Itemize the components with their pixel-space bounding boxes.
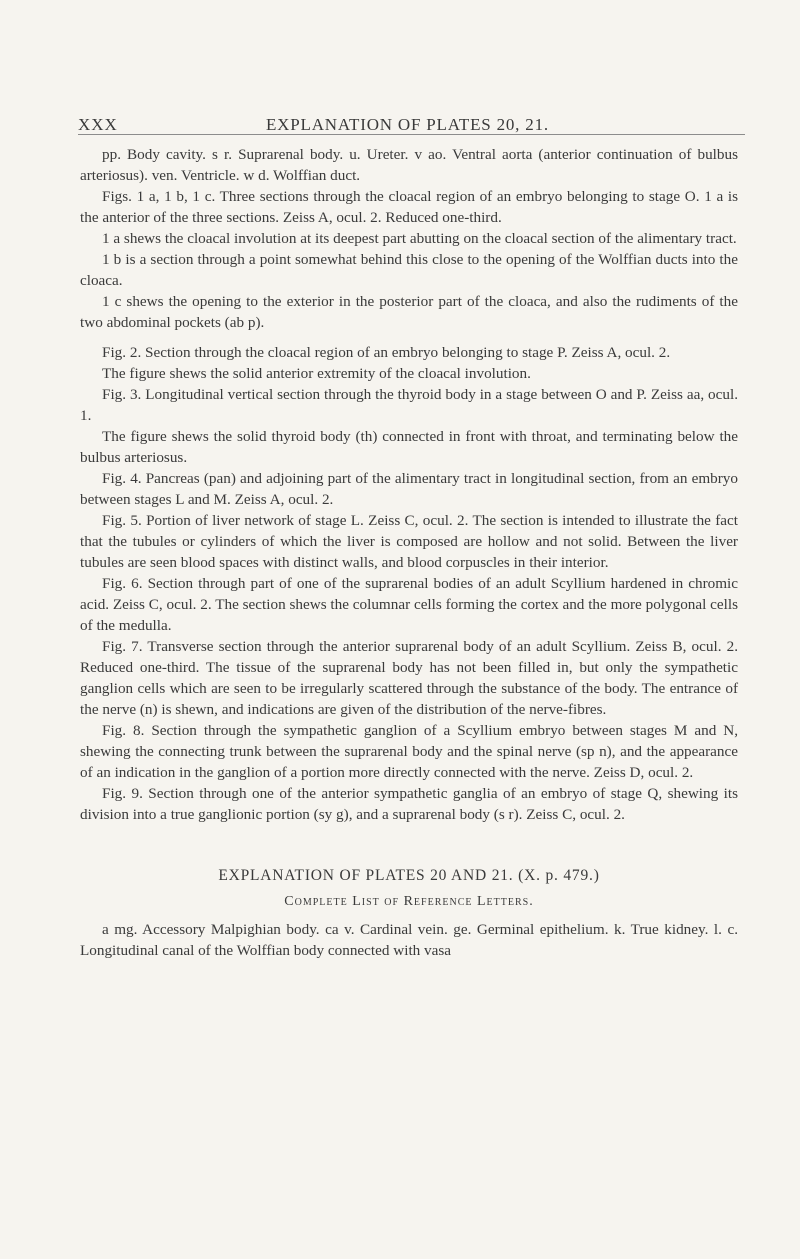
paragraph-reference-letters-continued: pp. Body cavity. s r. Suprarenal body. u. Ureter. v ao. Ventral aorta (anterior continuation of bulbus arteriosus). ven. Ventricle. w d. Wolffian duct. bbox=[80, 146, 738, 184]
plate-explanation-text bbox=[80, 144, 738, 825]
paragraph-figs-1: Figs. 1 a, 1 b, 1 c. Three sections through the cloacal region of an embryo belonging to stage O. 1 a is the anterior of the three sections. Zeiss A, ocul. 2. Reduced one-third. bbox=[80, 188, 738, 226]
paragraph-fig-8: Fig. 8. Section through the sympathetic ganglion of a Scyllium embryo between stages M and N, shewing the connecting trunk between the suprarenal body and the spinal nerve (sp n), and the appearance of an indication in the ganglion of a portion more directly connected with the nerve. Zeiss D, ocul. 2. bbox=[80, 722, 738, 781]
paragraph-fig-4: Fig. 4. Pancreas (pan) and adjoining part of the alimentary tract in longitudinal section, from an embryo between stages L and M. Zeiss A, ocul. 2. bbox=[80, 470, 738, 508]
paragraph-fig-5: Fig. 5. Portion of liver network of stage L. Zeiss C, ocul. 2. The section is intended to illustrate the fact that the tubules or cylinders of which the liver is composed are hollow and not solid. Between the liver tubules are seen blood spaces with distinct walls, and blood corpuscles in their interior. bbox=[80, 512, 738, 571]
paragraph-fig-2-detail: The figure shews the solid anterior extremity of the cloacal involution. bbox=[102, 365, 531, 382]
paragraph-fig-3: Fig. 3. Longitudinal vertical section through the thyroid body in a stage between O and P. Zeiss aa, ocul. 1. bbox=[80, 386, 738, 424]
paragraph-fig-9: Fig. 9. Section through one of the anterior sympathetic ganglia of an embryo of stage Q, shewing its division into a true ganglionic portion (sy g), and a suprarenal body (s r). Zeiss C, ocul. 2. bbox=[80, 785, 738, 823]
paragraph-fig-6: Fig. 6. Section through part of one of the suprarenal bodies of an adult Scyllium hardened in chromic acid. Zeiss C, ocul. 2. The section shews the columnar cells forming the cortex and the more polygonal cells of the medulla. bbox=[80, 575, 738, 634]
paragraph-fig-1c: 1 c shews the opening to the exterior in the posterior part of the cloaca, and also the rudiments of the two abdominal pockets (ab p). bbox=[80, 293, 738, 331]
section-heading: EXPLANATION OF PLATES 20 AND 21. (X. p. 479.) bbox=[218, 867, 600, 884]
paragraph-fig-3-detail: The figure shews the solid thyroid body (th) connected in front with throat, and terminating below the bulbus arteriosus. bbox=[80, 428, 738, 466]
page-header-title: EXPLANATION OF PLATES 20, 21. bbox=[266, 115, 549, 134]
paragraph-fig-7: Fig. 7. Transverse section through the anterior suprarenal body of an adult Scyllium. Zeiss B, ocul. 2. Reduced one-third. The tissue of the suprarenal body has not been filled in, but only the sympathetic ganglion cells which are seen to be irregularly scattered through the substance of the body. The entrance of the nerve (n) is shewn, and indications are given of the distribution of the nerve-fibres. bbox=[80, 638, 738, 718]
page-number: XXX bbox=[78, 115, 118, 134]
paragraph-fig-1a: 1 a shews the cloacal involution at its deepest part abutting on the cloacal section of the alimentary tract. bbox=[102, 230, 737, 247]
paragraph-fig-2: Fig. 2. Section through the cloacal region of an embryo belonging to stage P. Zeiss A, ocul. 2. bbox=[102, 344, 671, 361]
section-subheading: Complete List of Reference Letters. bbox=[284, 894, 534, 909]
reference-letters-list: a mg. Accessory Malpighian body. ca v. Cardinal vein. ge. Germinal epithelium. k. True kidney. l. c. Longitudinal canal of the Wolffian body connected with vasa bbox=[80, 921, 738, 959]
paragraph-fig-1b: 1 b is a section through a point somewhat behind this close to the opening of the Wolffian ducts into the cloaca. bbox=[80, 251, 738, 289]
running-head bbox=[78, 104, 745, 135]
